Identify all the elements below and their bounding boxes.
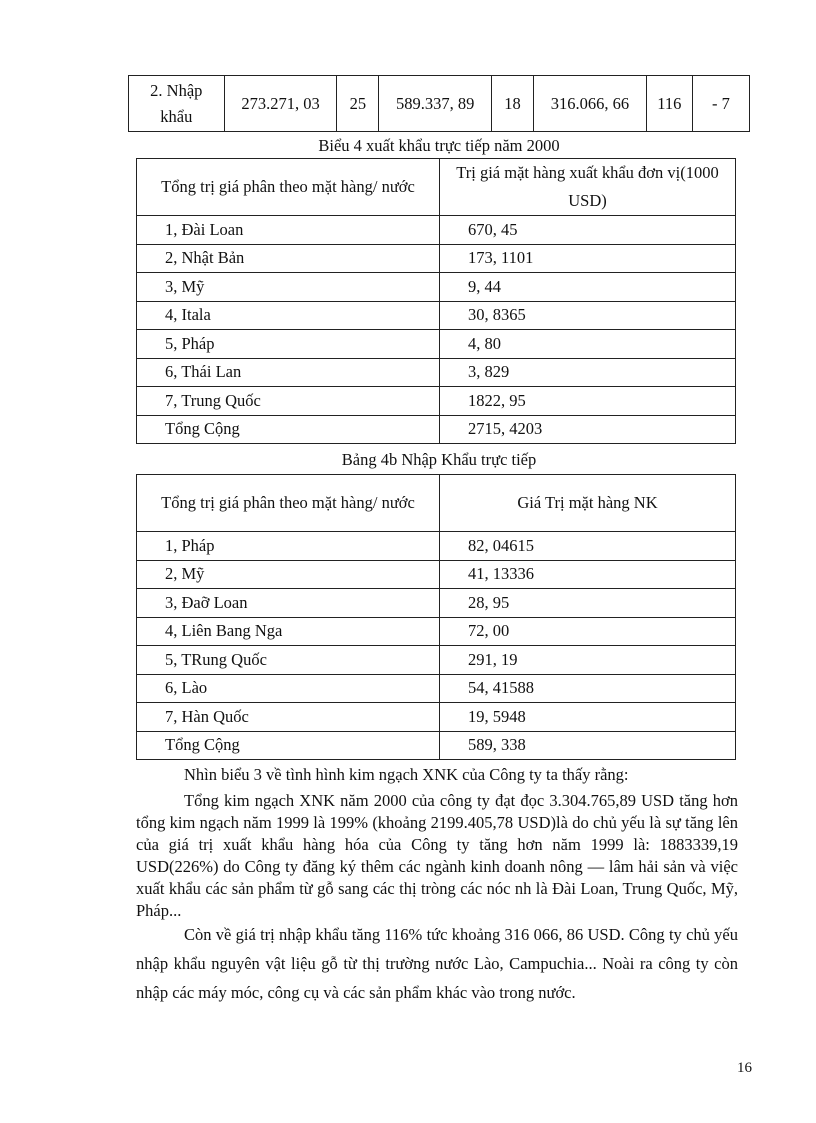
country-cell: 2, Mỹ	[137, 560, 440, 589]
table-cell: 25	[337, 76, 379, 132]
table-row	[137, 703, 736, 732]
table-row	[137, 674, 736, 703]
value-cell: 9, 44	[440, 273, 736, 302]
table-row	[137, 216, 736, 245]
table4-caption: Biểu 4 xuất khẩu trực tiếp năm 2000	[318, 136, 560, 155]
value-cell: 54, 41588	[440, 674, 736, 703]
table-row	[137, 589, 736, 618]
total-value-cell: 589, 338	[440, 731, 736, 760]
table-row	[137, 387, 736, 416]
total-label-cell: Tổng Cộng	[137, 731, 440, 760]
column-header: Tổng trị giá phân theo mặt hàng/ nước	[137, 475, 440, 532]
country-cell: 7, Hàn Quốc	[137, 703, 440, 732]
country-cell: 1, Pháp	[137, 532, 440, 561]
value-cell: 19, 5948	[440, 703, 736, 732]
country-cell: 4, Itala	[137, 301, 440, 330]
country-cell: 4, Liên Bang Nga	[137, 617, 440, 646]
country-cell: 5, Pháp	[137, 330, 440, 359]
country-cell: 2, Nhật Bản	[137, 244, 440, 273]
country-cell: 1, Đài Loan	[137, 216, 440, 245]
intro-sentence: Nhìn biểu 3 về tình hình kim ngạch XNK của Công ty ta thấy rằng:	[184, 765, 629, 784]
table-cell: 18	[492, 76, 534, 132]
country-cell: 3, Mỹ	[137, 273, 440, 302]
table-row	[137, 560, 736, 589]
column-header: Tổng trị giá phân theo mặt hàng/ nước	[137, 159, 440, 216]
value-cell: 173, 1101	[440, 244, 736, 273]
table-cell: 316.066, 66	[533, 76, 646, 132]
country-cell: 6, Lào	[137, 674, 440, 703]
table-cell: 116	[646, 76, 692, 132]
import-table	[136, 474, 736, 760]
table-total-row	[137, 731, 736, 760]
table-row	[137, 358, 736, 387]
total-value-cell: 2715, 4203	[440, 415, 736, 444]
value-cell: 1822, 95	[440, 387, 736, 416]
body-paragraph-export: Tổng kim ngạch XNK năm 2000 của công ty đạt đọc 3.304.765,89 USD tăng hơn tổng kim ngạch năm 1999 là 199% (khoảng 2199.405,78 USD)là do chủ yếu là sự tăng lên của giá trị xuất khẩu hàng hóa của Công ty tăng hơn năm 1999 là: 1883339,19 USD(226%) do Công ty đăng ký thêm các ngành kinh doanh nông — lâm hải sản và việc xuất khẩu các sản phẩm từ gỗ sang các thị tròng các nóc nh là Đài Loan, Trung Quốc, Mỹ, Pháp...	[136, 791, 738, 920]
table-row	[137, 301, 736, 330]
table-row	[137, 646, 736, 675]
table-cell: 273.271, 03	[224, 76, 337, 132]
table-row	[137, 617, 736, 646]
body-paragraph-import: Còn về giá trị nhập khẩu tăng 116% tức khoảng 316 066, 86 USD. Công ty chủ yếu nhập khẩu nguyên vật liệu gỗ từ thị trường nước Lào, Campuchia... Noài ra công ty còn nhập các máy móc, công cụ và các sản phẩm khác vào trong nước.	[136, 925, 738, 1002]
table-row	[137, 273, 736, 302]
table-row	[137, 330, 736, 359]
page-number: 16	[737, 1060, 752, 1076]
country-cell: 7, Trung Quốc	[137, 387, 440, 416]
value-cell: 291, 19	[440, 646, 736, 675]
value-cell: 670, 45	[440, 216, 736, 245]
import-summary-row-table	[128, 75, 750, 132]
table-row	[137, 244, 736, 273]
table-cell: 2. Nhập khẩu	[129, 76, 225, 132]
value-cell: 30, 8365	[440, 301, 736, 330]
table4b-caption: Bảng 4b Nhập Khẩu trực tiếp	[341, 450, 537, 469]
table-total-row	[137, 415, 736, 444]
value-cell: 82, 04615	[440, 532, 736, 561]
country-cell: 3, Đaỡ Loan	[137, 589, 440, 618]
country-cell: 6, Thái Lan	[137, 358, 440, 387]
value-cell: 41, 13336	[440, 560, 736, 589]
export-table	[136, 158, 736, 444]
column-header: Trị giá mặt hàng xuất khẩu đơn vị(1000 USD)	[440, 159, 736, 216]
table-cell: 589.337, 89	[379, 76, 492, 132]
table-header-row	[137, 475, 736, 532]
total-label-cell: Tổng Cộng	[137, 415, 440, 444]
country-cell: 5, TRung Quốc	[137, 646, 440, 675]
table-cell: - 7	[692, 76, 749, 132]
value-cell: 4, 80	[440, 330, 736, 359]
table-row	[137, 532, 736, 561]
value-cell: 3, 829	[440, 358, 736, 387]
column-header: Giá Trị mặt hàng NK	[440, 475, 736, 532]
table-row	[129, 76, 750, 132]
table-header-row	[137, 159, 736, 216]
value-cell: 28, 95	[440, 589, 736, 618]
value-cell: 72, 00	[440, 617, 736, 646]
